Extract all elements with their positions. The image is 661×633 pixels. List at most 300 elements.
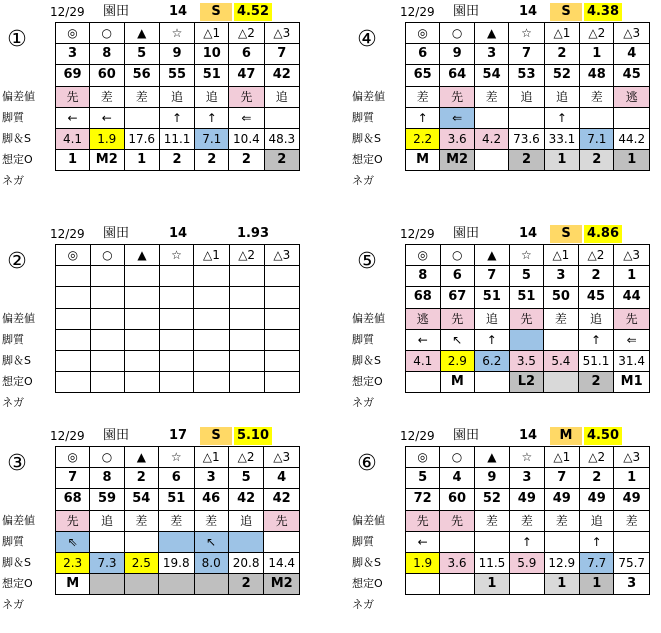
mark-cell: △1 — [544, 245, 579, 266]
row-label: ネガ — [352, 174, 374, 188]
horse-number-cell: 3 — [56, 44, 90, 65]
nega-cell: 1 — [56, 150, 90, 171]
running-style-cell — [229, 308, 264, 329]
nega-cell: M1 — [614, 372, 650, 393]
running-style-cell: 追 — [90, 510, 124, 531]
deviation-cell: 51 — [509, 287, 544, 308]
nega-cell: 2 — [195, 150, 229, 171]
horse-number-cell: 4 — [614, 44, 650, 65]
running-style-cell: 先 — [229, 86, 264, 107]
arrow-cell — [124, 107, 159, 128]
running-style-cell: 追 — [475, 308, 510, 329]
mark-cell: △3 — [614, 245, 650, 266]
row-label: ネガ — [2, 598, 24, 612]
arrow-cell — [159, 329, 194, 350]
mark-cell: ◎ — [56, 245, 91, 266]
grid-row — [56, 287, 300, 308]
arrow-cell: ↑ — [580, 531, 614, 552]
nega-cell: M2 — [264, 574, 300, 595]
running-style-cell: 差 — [510, 510, 544, 531]
race-venue: 園田 — [103, 428, 130, 443]
odds-cell: 7.7 — [580, 552, 614, 573]
row-label: ネガ — [352, 598, 374, 612]
mark-cell: ○ — [440, 447, 474, 468]
race-panel-p6 — [350, 424, 650, 624]
mark-cell: △1 — [194, 245, 229, 266]
race-condition: S — [200, 3, 232, 21]
grid-row — [56, 245, 300, 266]
nega-cell: M — [406, 150, 440, 171]
mark-cell: ▲ — [474, 447, 510, 468]
running-style-cell: 先 — [440, 308, 475, 329]
running-style-cell: 先 — [56, 510, 90, 531]
grid-row — [406, 510, 650, 531]
running-style-cell: 差 — [124, 510, 158, 531]
race-date: 12/29 — [400, 227, 435, 241]
odds-cell: 7.1 — [580, 128, 614, 149]
row-label: 想定O — [2, 577, 33, 591]
arrow-cell — [56, 329, 91, 350]
horse-number-cell: 7 — [509, 44, 544, 65]
deviation-cell: 53 — [509, 65, 544, 86]
mark-cell: △3 — [614, 447, 650, 468]
deviation-cell: 55 — [159, 65, 194, 86]
arrow-cell — [440, 531, 474, 552]
mark-cell: ▲ — [475, 245, 510, 266]
race-header — [350, 0, 650, 22]
grid-row — [406, 447, 650, 468]
nega-cell — [510, 574, 544, 595]
grid-row — [56, 65, 300, 86]
race-distance: 14 — [518, 428, 538, 443]
grid-row — [406, 308, 650, 329]
nega-cell: L2 — [509, 372, 544, 393]
nega-cell: M — [56, 574, 90, 595]
grid-row — [56, 308, 300, 329]
race-condition: M — [550, 427, 582, 445]
deviation-cell: 45 — [578, 287, 614, 308]
race-panel-p4 — [350, 0, 650, 200]
arrow-cell — [90, 531, 124, 552]
grid-row — [56, 128, 300, 149]
row-label: 脚＆S — [352, 556, 381, 569]
nega-cell — [124, 574, 158, 595]
grid-row — [406, 266, 650, 287]
arrow-cell — [544, 329, 579, 350]
prediction-grid — [405, 22, 650, 171]
grid-row — [406, 287, 650, 308]
odds-cell: 2.9 — [440, 350, 475, 371]
arrow-cell: ← — [406, 531, 440, 552]
row-label: 脚質 — [352, 110, 374, 124]
mark-cell: ☆ — [509, 245, 544, 266]
odds-cell: 33.1 — [544, 128, 579, 149]
race-index: 4.86 — [584, 225, 622, 243]
arrow-cell — [229, 329, 264, 350]
arrow-cell: ← — [406, 329, 441, 350]
row-label: 想定O — [2, 375, 33, 389]
horse-number-cell: 5 — [124, 44, 159, 65]
nega-cell: 1 — [580, 574, 614, 595]
running-style-cell: 追 — [580, 510, 614, 531]
horse-number-cell: 3 — [510, 468, 544, 489]
nega-cell: 2 — [578, 372, 614, 393]
mark-cell: △3 — [614, 23, 650, 44]
deviation-cell: 52 — [544, 65, 579, 86]
odds-cell — [56, 350, 91, 371]
grid-row — [406, 86, 650, 107]
race-date: 12/29 — [50, 429, 85, 443]
prediction-grid — [55, 22, 300, 171]
deviation-cell: 60 — [440, 489, 474, 510]
horse-number-cell: 3 — [544, 266, 579, 287]
horse-number-cell: 5 — [406, 468, 440, 489]
deviation-cell: 65 — [406, 65, 440, 86]
arrow-cell: ⇐ — [229, 107, 264, 128]
race-distance: 14 — [518, 226, 538, 241]
horse-number-cell: 6 — [406, 44, 440, 65]
grid-row — [406, 23, 650, 44]
race-date: 12/29 — [50, 227, 85, 241]
nega-cell: 2 — [159, 150, 194, 171]
grid-row — [56, 489, 300, 510]
horse-number-cell: 9 — [440, 44, 475, 65]
nega-cell — [475, 372, 510, 393]
mark-cell: ▲ — [124, 447, 158, 468]
grid-row — [406, 329, 650, 350]
arrow-cell — [580, 107, 614, 128]
race-header — [0, 424, 300, 446]
grid-row — [406, 150, 650, 171]
arrow-cell: ↑ — [195, 107, 229, 128]
horse-number-cell: 1 — [614, 266, 650, 287]
odds-cell: 3.5 — [509, 350, 544, 371]
row-label: 偏差値 — [2, 89, 35, 103]
running-style-cell — [56, 308, 91, 329]
race-distance: 14 — [518, 4, 538, 19]
row-label: 偏差値 — [2, 513, 35, 527]
mark-cell: △1 — [544, 447, 580, 468]
deviation-cell — [229, 287, 264, 308]
odds-cell — [194, 350, 229, 371]
running-style-cell: 差 — [90, 86, 125, 107]
horse-number-cell: 9 — [474, 468, 510, 489]
race-panel-p2 — [0, 222, 300, 422]
race-date: 12/29 — [400, 5, 435, 19]
grid-row — [406, 574, 650, 595]
grid-row — [56, 531, 300, 552]
mark-cell: ☆ — [159, 23, 194, 44]
grid-row — [406, 552, 650, 573]
horse-number-cell: 6 — [440, 266, 475, 287]
race-header — [350, 424, 650, 446]
odds-cell: 20.8 — [228, 552, 264, 573]
horse-number-cell: 3 — [194, 468, 228, 489]
race-venue: 園田 — [103, 226, 130, 241]
odds-cell — [125, 350, 159, 371]
horse-number-cell: 8 — [90, 468, 124, 489]
arrow-cell: ⇖ — [56, 531, 90, 552]
arrow-cell — [228, 531, 264, 552]
row-label: ネガ — [2, 174, 24, 188]
odds-cell: 3.6 — [440, 128, 475, 149]
horse-number-cell: 4 — [440, 468, 474, 489]
horse-number-cell: 1 — [580, 44, 614, 65]
horse-number-cell — [56, 266, 91, 287]
deviation-cell: 49 — [510, 489, 544, 510]
race-header — [0, 222, 300, 244]
running-style-cell: 先 — [509, 308, 544, 329]
nega-cell — [56, 372, 91, 393]
running-style-cell: 追 — [578, 308, 614, 329]
race-index: 4.52 — [234, 3, 272, 21]
nega-cell: 1 — [544, 574, 580, 595]
mark-cell: △2 — [228, 447, 264, 468]
row-label: 脚質 — [2, 332, 24, 346]
odds-cell: 14.4 — [264, 552, 300, 573]
deviation-cell — [159, 287, 194, 308]
nega-cell: 1 — [474, 574, 510, 595]
running-style-cell: 差 — [580, 86, 614, 107]
mark-cell: ◎ — [406, 245, 441, 266]
odds-cell: 73.6 — [509, 128, 544, 149]
race-number: ⑥ — [357, 451, 377, 476]
running-style-cell: 差 — [124, 86, 159, 107]
running-style-cell — [159, 308, 194, 329]
running-style-cell: 差 — [406, 86, 440, 107]
mark-cell: ○ — [90, 447, 124, 468]
grid-row — [56, 350, 300, 371]
deviation-cell: 42 — [264, 65, 299, 86]
arrow-cell — [158, 531, 194, 552]
deviation-cell: 51 — [475, 287, 510, 308]
mark-cell: △2 — [580, 23, 614, 44]
odds-cell: 44.2 — [614, 128, 650, 149]
arrow-cell — [614, 107, 650, 128]
deviation-cell: 69 — [56, 65, 90, 86]
race-panel-p1 — [0, 0, 300, 200]
deviation-cell: 51 — [195, 65, 229, 86]
grid-row — [56, 510, 300, 531]
row-label: 偏差値 — [352, 89, 385, 103]
deviation-cell — [264, 287, 299, 308]
race-header — [0, 0, 300, 22]
grid-row — [56, 552, 300, 573]
nega-cell — [406, 372, 441, 393]
running-style-cell: 逃 — [406, 308, 441, 329]
running-style-cell: 追 — [264, 86, 299, 107]
deviation-cell: 51 — [158, 489, 194, 510]
deviation-cell: 46 — [194, 489, 228, 510]
arrow-cell: ⇐ — [614, 329, 650, 350]
row-label: 想定O — [352, 153, 383, 167]
deviation-cell — [194, 287, 229, 308]
mark-cell: △3 — [264, 245, 299, 266]
horse-number-cell: 6 — [229, 44, 264, 65]
arrow-cell: ↑ — [475, 329, 510, 350]
deviation-cell: 64 — [440, 65, 475, 86]
race-condition: S — [550, 225, 582, 243]
deviation-cell: 42 — [228, 489, 264, 510]
deviation-cell: 49 — [580, 489, 614, 510]
race-panel-p5 — [350, 222, 650, 422]
mark-cell: ☆ — [510, 447, 544, 468]
arrow-cell: ↖ — [194, 531, 228, 552]
mark-cell: ◎ — [406, 23, 440, 44]
deviation-cell: 49 — [614, 489, 650, 510]
running-style-cell: 先 — [440, 510, 474, 531]
deviation-cell: 52 — [474, 489, 510, 510]
odds-cell — [90, 350, 125, 371]
horse-number-cell: 2 — [544, 44, 579, 65]
mark-cell: ○ — [440, 23, 475, 44]
mark-cell: ☆ — [158, 447, 194, 468]
race-number: ④ — [357, 27, 377, 52]
race-number: ③ — [7, 451, 27, 476]
nega-cell: 1 — [614, 150, 650, 171]
running-style-cell — [264, 308, 299, 329]
horse-number-cell: 5 — [228, 468, 264, 489]
nega-cell — [474, 150, 508, 171]
horse-number-cell: 1 — [614, 468, 650, 489]
race-venue: 園田 — [453, 226, 480, 241]
deviation-cell: 49 — [544, 489, 580, 510]
nega-cell: 1 — [544, 150, 579, 171]
odds-cell: 2.5 — [124, 552, 158, 573]
deviation-cell: 54 — [474, 65, 508, 86]
nega-cell — [229, 372, 264, 393]
mark-cell: ◎ — [56, 447, 90, 468]
mark-cell: ○ — [90, 23, 125, 44]
running-style-cell — [125, 308, 159, 329]
grid-row — [406, 245, 650, 266]
odds-cell: 5.9 — [510, 552, 544, 573]
nega-cell: 2 — [509, 150, 544, 171]
deviation-cell — [125, 287, 159, 308]
deviation-cell: 68 — [56, 489, 90, 510]
deviation-cell: 67 — [440, 287, 475, 308]
row-label: 偏差値 — [352, 513, 385, 527]
row-label: 脚＆S — [2, 556, 31, 569]
deviation-cell: 42 — [264, 489, 300, 510]
running-style-cell: 追 — [159, 86, 194, 107]
running-style-cell: 差 — [158, 510, 194, 531]
mark-cell: ▲ — [124, 23, 159, 44]
running-style-cell — [194, 308, 229, 329]
row-label: 偏差値 — [2, 311, 35, 325]
grid-row — [406, 128, 650, 149]
mark-cell: ☆ — [159, 245, 194, 266]
deviation-cell — [56, 287, 91, 308]
horse-number-cell: 10 — [195, 44, 229, 65]
mark-cell: ○ — [440, 245, 475, 266]
deviation-cell: 68 — [406, 287, 441, 308]
row-label: 脚質 — [352, 332, 374, 346]
arrow-cell — [264, 329, 299, 350]
horse-number-cell: 2 — [580, 468, 614, 489]
odds-cell: 3.6 — [440, 552, 474, 573]
row-label: 脚＆S — [2, 354, 31, 367]
grid-row — [406, 489, 650, 510]
arrow-cell — [509, 107, 544, 128]
race-panel-p3 — [0, 424, 300, 624]
nega-cell: 1 — [124, 150, 159, 171]
row-label: 脚質 — [2, 534, 24, 548]
horse-number-cell: 9 — [159, 44, 194, 65]
grid-row — [56, 574, 300, 595]
mark-cell: △2 — [229, 23, 264, 44]
row-label: 脚質 — [2, 110, 24, 124]
race-date: 12/29 — [50, 5, 85, 19]
deviation-cell: 44 — [614, 287, 650, 308]
nega-cell: 3 — [614, 574, 650, 595]
odds-cell: 1.9 — [90, 128, 125, 149]
odds-cell: 10.4 — [229, 128, 264, 149]
horse-number-cell: 7 — [544, 468, 580, 489]
arrow-cell: ↖ — [440, 329, 475, 350]
race-condition: S — [200, 427, 232, 445]
row-label: 偏差値 — [352, 311, 385, 325]
horse-number-cell — [264, 266, 299, 287]
deviation-cell: 47 — [229, 65, 264, 86]
arrow-cell — [544, 531, 580, 552]
row-label: 想定O — [2, 153, 33, 167]
odds-cell: 19.8 — [158, 552, 194, 573]
race-index: 4.38 — [584, 3, 622, 21]
race-header — [350, 222, 650, 244]
running-style-cell: 差 — [614, 510, 650, 531]
odds-cell: 11.1 — [159, 128, 194, 149]
race-number: ② — [7, 249, 27, 274]
grid-row — [406, 65, 650, 86]
odds-cell — [159, 350, 194, 371]
running-style-cell: 追 — [228, 510, 264, 531]
arrow-cell — [474, 107, 508, 128]
nega-cell — [194, 372, 229, 393]
odds-cell: 2.2 — [406, 128, 440, 149]
odds-cell: 48.3 — [264, 128, 299, 149]
horse-number-cell: 8 — [90, 44, 125, 65]
arrow-cell: ← — [56, 107, 90, 128]
race-venue: 園田 — [453, 4, 480, 19]
nega-cell: M — [440, 372, 475, 393]
prediction-grid — [405, 244, 650, 393]
horse-number-cell: 4 — [264, 468, 300, 489]
grid-row — [406, 531, 650, 552]
nega-cell: 2 — [228, 574, 264, 595]
race-number: ⑤ — [357, 249, 377, 274]
race-distance: 17 — [168, 428, 188, 443]
running-style-cell: 差 — [474, 510, 510, 531]
arrow-cell — [264, 531, 300, 552]
deviation-cell: 60 — [90, 65, 125, 86]
mark-cell: ▲ — [125, 245, 159, 266]
deviation-cell: 56 — [124, 65, 159, 86]
row-label: 脚＆S — [352, 354, 381, 367]
nega-cell — [406, 574, 440, 595]
row-label: ネガ — [2, 396, 24, 410]
race-index: 5.10 — [234, 427, 272, 445]
horse-number-cell — [229, 266, 264, 287]
odds-cell: 4.1 — [56, 128, 90, 149]
running-style-cell: 追 — [195, 86, 229, 107]
odds-cell: 2.3 — [56, 552, 90, 573]
grid-row — [56, 86, 300, 107]
row-label: 脚＆S — [2, 132, 31, 145]
odds-cell — [229, 350, 264, 371]
nega-cell: 2 — [580, 150, 614, 171]
arrow-cell — [474, 531, 510, 552]
